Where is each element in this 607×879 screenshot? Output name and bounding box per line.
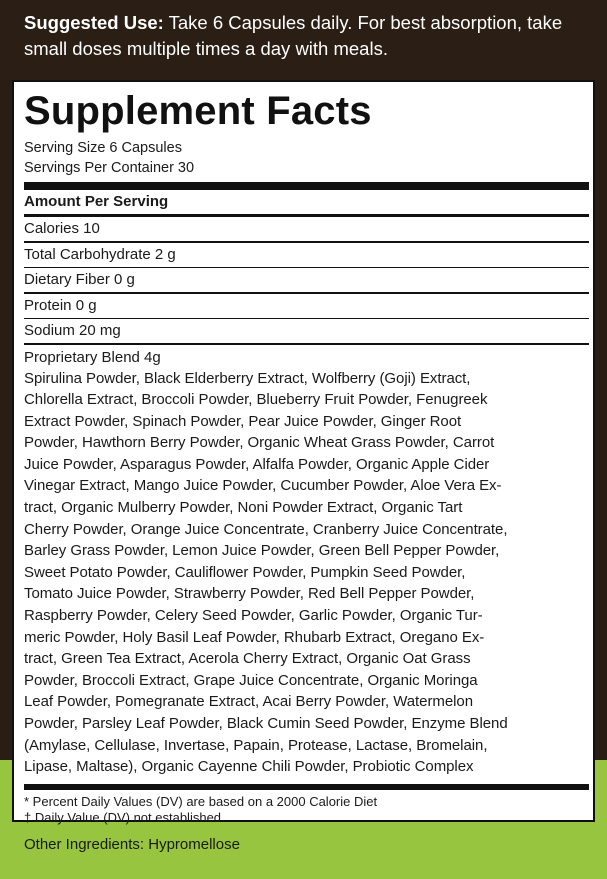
nutrient-row: Sodium 20 mg [24, 322, 121, 339]
nutrient-row: Protein 0 g [24, 296, 97, 314]
facts-content [24, 86, 589, 826]
divider-thick [24, 182, 589, 190]
supplement-facts-panel [12, 80, 595, 825]
suggested-use-label: Suggested Use: [24, 12, 164, 33]
nutrient-row: Dietary Fiber 0 g [24, 271, 135, 288]
nutrient-row: Total Carbohydrate 2 g [24, 245, 176, 263]
nutrient-row: Calories 10 [24, 220, 100, 237]
suggested-use [24, 10, 599, 62]
serving-info [24, 138, 589, 178]
suggested-use-text: Take 6 Capsules daily. For best absorption, take small doses multiple times a day with meals. [24, 12, 563, 59]
blend-ingredients: Spirulina Powder, Black Elderberry Extract, Wolfberry (Goji) Extract, Chlorella Extract, Broccoli Powder, Blueberry Fruit Powder, Fenugreek Extract Powder, Spinach Powder, Pear Juice Powder, Ginger Root Powder, Hawthorn Berry Powder, Organic Wheat Grass Powder, Carrot Juice Powder, Asparagus Powder, Alfalfa Powder, Organic Apple Cider Vinegar Extract, Mango Juice Powder, Cucumber Powder, Aloe Vera Ex- tract, Organic Mulberry Powder, Noni Powder Extract, Organic Tart Cherry Powder, Orange Juice Concentrate, Cranberry Juice Concentrate, Barley Grass Powder, Lemon Juice Powder, Green Bell Pepper Powder, Sweet Potato Powder, Cauliflower Powder, Pumpkin Seed Powder, Tomato Juice Powder, Strawberry Powder, Red Bell Pepper Powder, Raspberry Powder, Celery Seed Powder, Garlic Powder, Organic Tur- meric Powder, Holy Basil Leaf Powder, Rhubarb Extract, Oregano Ex- tract, Green Tea Extract, Acerola Cherry Extract, Organic Oat Grass Powder, Broccoli Extract, Grape Juice Concentrate, Organic Moringa Leaf Powder, Pomegranate Extract, Acai Berry Powder, Watermelon Powder, Parsley Leaf Powder, Black Cumin Seed Powder, Enzyme Blend (Amylase, Cellulase, Invertase, Papain, Protease, Lactase, Bromelain, Lipase, Maltase), Organic Cayenne Chili Powder, Probiotic Complex [24, 369, 508, 776]
facts-title: Supplement Facts [24, 89, 372, 133]
footnote: * Percent Daily Values (DV) are based on a 2000 Calorie Diet [24, 793, 378, 809]
other-ingredients: Other Ingredients: Hypromellose [24, 836, 240, 853]
footnote: † Daily Value (DV) not established [24, 809, 222, 825]
serving-size: Serving Size 6 Capsules [24, 140, 182, 156]
blend-title: Proprietary Blend 4g [24, 348, 161, 366]
divider-thick [24, 784, 589, 790]
amount-per-serving: Amount Per Serving [24, 193, 169, 210]
servings-per-container: Servings Per Container 30 [24, 160, 195, 176]
footnotes [24, 794, 589, 826]
